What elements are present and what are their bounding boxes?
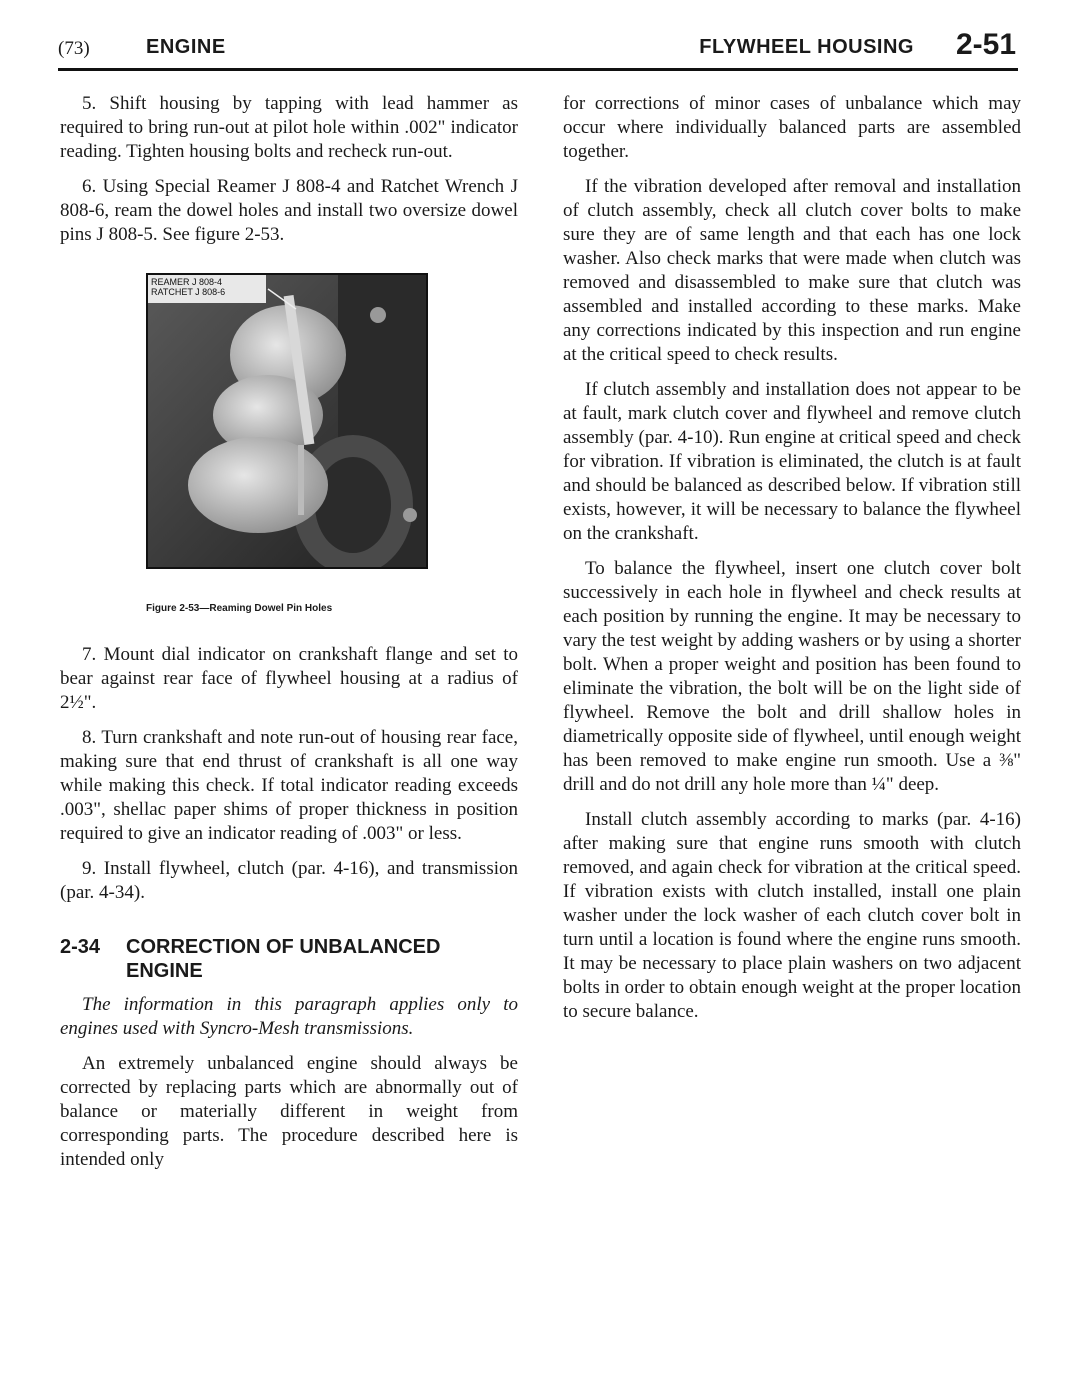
figure-callout-label bbox=[148, 275, 266, 303]
callout-ratchet: RATCHET J 808-6 bbox=[151, 287, 226, 297]
page-header bbox=[58, 28, 1018, 71]
chapter-title: ENGINE bbox=[146, 36, 226, 58]
paragraph-balance-flywheel: To balance the flywheel, insert one clutch cover bolt successively in each hole in flywheel and check results at each position by running the engine. It may be necessary to vary the test weight by adding washers or by using a shorter bolt. When a proper weight and position has been found to eliminate the vibration, the bolt will be on the light side of flywheel. Remove the bolt and drill shallow holes in diametrically opposite side of flywheel, until enough weight has been removed to make engine run smooth. Use a ⅜" drill and do not drill any hole more than ¼" deep. bbox=[563, 558, 1022, 795]
right-column bbox=[563, 92, 1021, 1035]
paragraph-extreme-unbalance: An extremely unbalanced engine should always be corrected by replacing parts which are abnormally out of balance or materially different in weight from corresponding parts. The procedure described here is intended only bbox=[60, 1053, 518, 1170]
italic-note: The information in this paragraph applies only to engines used with Syncro-Mesh transmissions. bbox=[60, 994, 518, 1039]
page-number: 2-51 bbox=[955, 28, 1016, 61]
step-5: 5. Shift housing by tapping with lead hammer as required to bring run-out at pilot hole within .002" indicator reading. Tighten housing bolts and recheck run-out. bbox=[60, 93, 518, 162]
section-heading bbox=[60, 935, 518, 983]
callout-reamer: REAMER J 808-4 bbox=[151, 277, 223, 287]
section-title-line1: CORRECTION OF UNBALANCED bbox=[126, 936, 441, 958]
figure-2-53 bbox=[146, 273, 426, 621]
section-number: 2-34 bbox=[60, 936, 101, 958]
paragraph-install-clutch: Install clutch assembly according to marks (par. 4-16) after making sure that engine runs smooth with clutch removed, and again check for vibration at the critical speed. If vibration exists with clutch installed, install one plain washer under the lock washer of each clutch cover bolt in turn until a location is found where the engine runs smooth. It may be necessary to place plain washers on two adjacent bolts in order to obtain enough weight at the proper location to secure balance. bbox=[563, 809, 1021, 1022]
step-7: 7. Mount dial indicator on crankshaft flange and set to bear against rear face of flywheel housing at a radius of 2½". bbox=[60, 644, 518, 713]
step-8: 8. Turn crankshaft and note run-out of housing rear face, making sure that end thrust of crankshaft is all one way while making this check. If total indicator reading exceeds .003", shellac paper shims of proper thickness in position required to give an indicator reading of .003" or less. bbox=[60, 727, 518, 844]
page-ref: (73) bbox=[58, 38, 90, 59]
paragraph-continued: for corrections of minor cases of unbalance which may occur where individually balanced parts are assembled together. bbox=[563, 93, 1021, 162]
left-column bbox=[60, 92, 518, 1183]
paragraph-vibration: If the vibration developed after removal and installation of clutch assembly, check all clutch cover bolts to make sure they are of same length and that each has one lock washer. Also check marks that were made when clutch was removed and disassembled to make sure that clutch was assembled and installed according to these marks. Make any corrections indicated by this inspection and run engine at the critical speed to check results. bbox=[563, 176, 1021, 365]
step-9: 9. Install flywheel, clutch (par. 4-16), and transmission (par. 4-34). bbox=[60, 858, 518, 903]
reaming-photo-illustration bbox=[148, 275, 426, 567]
figure-photo bbox=[146, 273, 428, 569]
step-6: 6. Using Special Reamer J 808-4 and Ratchet Wrench J 808-6, ream the dowel holes and install two oversize dowel pins J 808-5. See figure 2-53. bbox=[60, 176, 518, 245]
section-running-title: FLYWHEEL HOUSING bbox=[699, 36, 914, 58]
section-title-line2: ENGINE bbox=[126, 960, 203, 982]
paragraph-clutch-fault: If clutch assembly and installation does not appear to be at fault, mark clutch cover and flywheel and remove clutch assembly (par. 4-10). Run engine at critical speed and check for vibration. If vibration is eliminated, the clutch is at fault and should be balanced as described below. If vibration still exists, however, it will be necessary to balance the flywheel on the crankshaft. bbox=[563, 379, 1021, 544]
figure-caption: Figure 2-53—Reaming Dowel Pin Holes bbox=[146, 603, 333, 614]
